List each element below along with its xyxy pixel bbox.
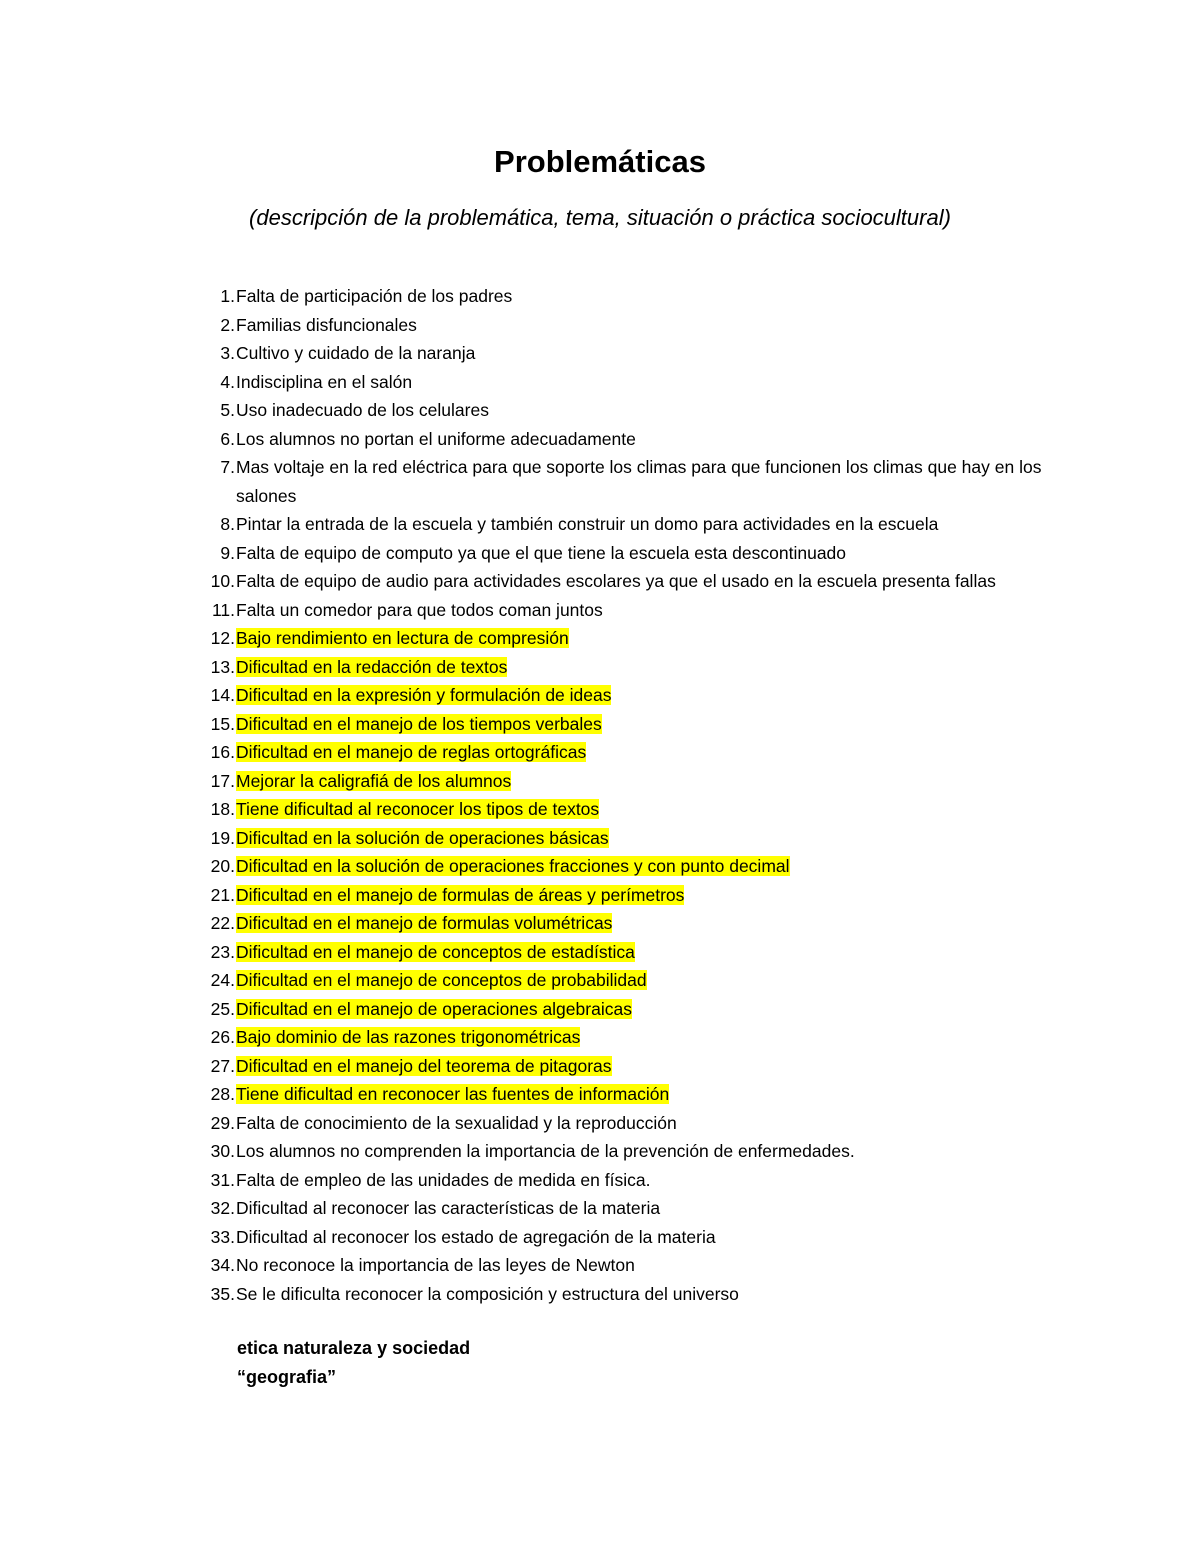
- list-item-text-wrap: [236, 1166, 1046, 1195]
- list-item-text-wrap: [236, 966, 1046, 995]
- list-item-text: Dificultad en la redacción de textos: [236, 656, 508, 677]
- list-item-text-wrap: [236, 282, 1046, 311]
- list-item-text-wrap: [236, 1023, 1046, 1052]
- tail-note-ethics: etica naturaleza y sociedad: [237, 1338, 471, 1358]
- list-item: [186, 339, 1046, 368]
- list-item: [186, 539, 1046, 568]
- list-item-number: 8 .: [186, 510, 236, 539]
- list-item: [186, 881, 1046, 910]
- list-item: [186, 1280, 1046, 1309]
- list-item-text: Los alumnos no portan el uniforme adecuadamente: [236, 428, 636, 449]
- list-item-number: 11 .: [186, 596, 236, 625]
- list-item-text-wrap: [236, 1080, 1046, 1109]
- list-item-text-wrap: [236, 453, 1046, 510]
- list-item-text: Los alumnos no comprenden la importancia de la prevención de enfermedades.: [236, 1141, 855, 1161]
- list-item-text-wrap: [236, 539, 1046, 568]
- list-item-number: 21 .: [186, 881, 236, 910]
- list-item-text: Dificultad en la expresión y formulación de ideas: [236, 685, 612, 705]
- list-item-number: 6 .: [186, 425, 236, 454]
- list-item-text: Bajo rendimiento en lectura de compresión: [236, 628, 569, 648]
- list-item: [186, 453, 1046, 510]
- list-item-text: Se le dificulta reconocer la composición y estructura del universo: [236, 1283, 739, 1304]
- list-item-number: 23 .: [186, 938, 236, 967]
- list-item-number: 28 .: [186, 1080, 236, 1109]
- list-item-number: 34 .: [186, 1251, 236, 1280]
- list-item-text: Cultivo y cuidado de la naranja: [236, 343, 476, 363]
- list-item-text-wrap: [236, 995, 1046, 1024]
- list-item-text: Dificultad en el manejo de conceptos de probabilidad: [236, 970, 647, 990]
- list-item-text: Tiene dificultad al reconocer los tipos de textos: [236, 799, 600, 819]
- list-item-text-wrap: [236, 368, 1046, 397]
- list-item-number: 9 .: [186, 539, 236, 568]
- list-item-number: 4 .: [186, 368, 236, 397]
- list-item-text-wrap: [236, 738, 1046, 767]
- list-item: [186, 938, 1046, 967]
- list-item-text: Dificultad en el manejo de conceptos de estadística: [236, 941, 635, 962]
- list-item-text-wrap: [236, 339, 1046, 368]
- list-item-text: Dificultad en el manejo de formulas volumétricas: [236, 913, 613, 933]
- list-item-text: Dificultad en el manejo de operaciones algebraicas: [236, 998, 632, 1019]
- list-item-text-wrap: [236, 311, 1046, 340]
- list-item: [186, 1166, 1046, 1195]
- list-item-text: Falta de empleo de las unidades de medida en física.: [236, 1169, 651, 1190]
- list-item: [186, 653, 1046, 682]
- list-item-text-wrap: [236, 852, 1046, 881]
- list-item: [186, 368, 1046, 397]
- list-item-number: 12 .: [186, 624, 236, 653]
- list-item-text: Falta un comedor para que todos coman juntos: [236, 599, 603, 620]
- list-item-text-wrap: [236, 425, 1046, 454]
- list-item-text-wrap: [236, 795, 1046, 824]
- list-item-text: Dificultad al reconocer los estado de agregación de la materia: [236, 1226, 716, 1247]
- list-item-number: 2 .: [186, 311, 236, 340]
- list-item-text-wrap: [236, 510, 1046, 539]
- list-item-number: 20 .: [186, 852, 236, 881]
- list-item-text-wrap: [236, 1251, 1046, 1280]
- list-item-number: 10 .: [186, 567, 236, 596]
- list-item-text: Mas voltaje en la red eléctrica para que soporte los climas para que funcionen los climas que hay en los salones: [236, 457, 1042, 506]
- list-item: [186, 852, 1046, 881]
- list-item-number: 27 .: [186, 1052, 236, 1081]
- list-item: [186, 795, 1046, 824]
- list-item: [186, 567, 1046, 596]
- list-item-text-wrap: [236, 596, 1046, 625]
- list-item: [186, 1052, 1046, 1081]
- list-item-text: Uso inadecuado de los celulares: [236, 400, 489, 420]
- list-item-number: 3 .: [186, 339, 236, 368]
- list-item-number: 25 .: [186, 995, 236, 1024]
- list-item: [186, 1023, 1046, 1052]
- list-item-text: Falta de participación de los padres: [236, 286, 513, 306]
- list-item-number: 30 .: [186, 1137, 236, 1166]
- list-item-number: 13 .: [186, 653, 236, 682]
- list-item-text: Falta de equipo de computo ya que el que tiene la escuela esta descontinuado: [236, 542, 847, 563]
- list-item-number: 29 .: [186, 1109, 236, 1138]
- list-item: [186, 1137, 1046, 1166]
- list-item: [186, 311, 1046, 340]
- list-item-number: 24 .: [186, 966, 236, 995]
- list-item: [186, 510, 1046, 539]
- list-item-text-wrap: [236, 909, 1046, 938]
- list-item: [186, 596, 1046, 625]
- list-item-text-wrap: [236, 1223, 1046, 1252]
- list-item-text-wrap: [236, 710, 1046, 739]
- list-item-number: 16 .: [186, 738, 236, 767]
- list-item-text: Dificultad en el manejo del teorema de pitagoras: [236, 1055, 612, 1076]
- list-item-text-wrap: [236, 624, 1046, 653]
- list-item: [186, 1251, 1046, 1280]
- list-item: [186, 966, 1046, 995]
- list-item-text-wrap: [236, 681, 1046, 710]
- list-item: [186, 824, 1046, 853]
- list-item-text-wrap: [236, 1052, 1046, 1081]
- list-item-number: 7 .: [186, 453, 236, 510]
- list-item-text-wrap: [236, 567, 1046, 596]
- list-item-text: Pintar la entrada de la escuela y también construir un domo para actividades en la escuela: [236, 514, 939, 534]
- list-item: [186, 1223, 1046, 1252]
- list-item-text-wrap: [236, 881, 1046, 910]
- list-item: [186, 624, 1046, 653]
- list-item-text: Indisciplina en el salón: [236, 371, 413, 392]
- list-item: [186, 767, 1046, 796]
- list-item-text: Mejorar la caligrafiá de los alumnos: [236, 770, 512, 791]
- list-item: [186, 710, 1046, 739]
- list-item-number: 31 .: [186, 1166, 236, 1195]
- list-item: [186, 1080, 1046, 1109]
- list-item: [186, 396, 1046, 425]
- list-item-text-wrap: [236, 1109, 1046, 1138]
- list-item-number: 22 .: [186, 909, 236, 938]
- list-item-number: 5 .: [186, 396, 236, 425]
- list-item-text-wrap: [236, 653, 1046, 682]
- tail-note-geography: “geografia”: [237, 1367, 337, 1387]
- problem-list: [186, 282, 1046, 1308]
- list-item-text: Falta de equipo de audio para actividades escolares ya que el usado en la escuela presenta fallas: [236, 571, 996, 591]
- list-item-text-wrap: [236, 824, 1046, 853]
- list-item-text: Dificultad en el manejo de reglas ortográficas: [236, 742, 587, 762]
- list-item-number: 32 .: [186, 1194, 236, 1223]
- list-item-text: Falta de conocimiento de la sexualidad y la reproducción: [236, 1112, 677, 1133]
- list-item: [186, 425, 1046, 454]
- list-item-number: 17 .: [186, 767, 236, 796]
- list-item-text: Familias disfuncionales: [236, 314, 417, 335]
- list-item-number: 14 .: [186, 681, 236, 710]
- list-item-text: Dificultad en la solución de operaciones fracciones y con punto decimal: [236, 856, 790, 876]
- list-item-text-wrap: [236, 1194, 1046, 1223]
- list-item-text-wrap: [236, 1280, 1046, 1309]
- list-item-text: Bajo dominio de las razones trigonométricas: [236, 1027, 581, 1047]
- list-item: [186, 1109, 1046, 1138]
- list-item: [186, 1194, 1046, 1223]
- list-item-text: Dificultad al reconocer las características de la materia: [236, 1198, 661, 1218]
- page-subtitle: (descripción de la problemática, tema, situación o práctica sociocultural): [249, 205, 951, 230]
- list-item: [186, 738, 1046, 767]
- list-item-text: Tiene dificultad en reconocer las fuentes de información: [236, 1084, 670, 1104]
- list-item-number: 1 .: [186, 282, 236, 311]
- list-item: [186, 282, 1046, 311]
- list-item-number: 15 .: [186, 710, 236, 739]
- list-item-text: No reconoce la importancia de las leyes de Newton: [236, 1255, 635, 1275]
- list-item: [186, 995, 1046, 1024]
- list-item-text-wrap: [236, 767, 1046, 796]
- list-item-text-wrap: [236, 938, 1046, 967]
- list-item-text-wrap: [236, 1137, 1046, 1166]
- list-item-number: 18 .: [186, 795, 236, 824]
- list-item: [186, 909, 1046, 938]
- list-item-number: 19 .: [186, 824, 236, 853]
- list-item-number: 33 .: [186, 1223, 236, 1252]
- list-item-text-wrap: [236, 396, 1046, 425]
- page-title: Problemáticas: [494, 144, 706, 179]
- list-item-text: Dificultad en la solución de operaciones básicas: [236, 827, 609, 848]
- list-item-text: Dificultad en el manejo de formulas de áreas y perímetros: [236, 884, 685, 905]
- list-item-text: Dificultad en el manejo de los tiempos verbales: [236, 713, 602, 734]
- list-item-number: 26 .: [186, 1023, 236, 1052]
- list-item: [186, 681, 1046, 710]
- list-item-number: 35 .: [186, 1280, 236, 1309]
